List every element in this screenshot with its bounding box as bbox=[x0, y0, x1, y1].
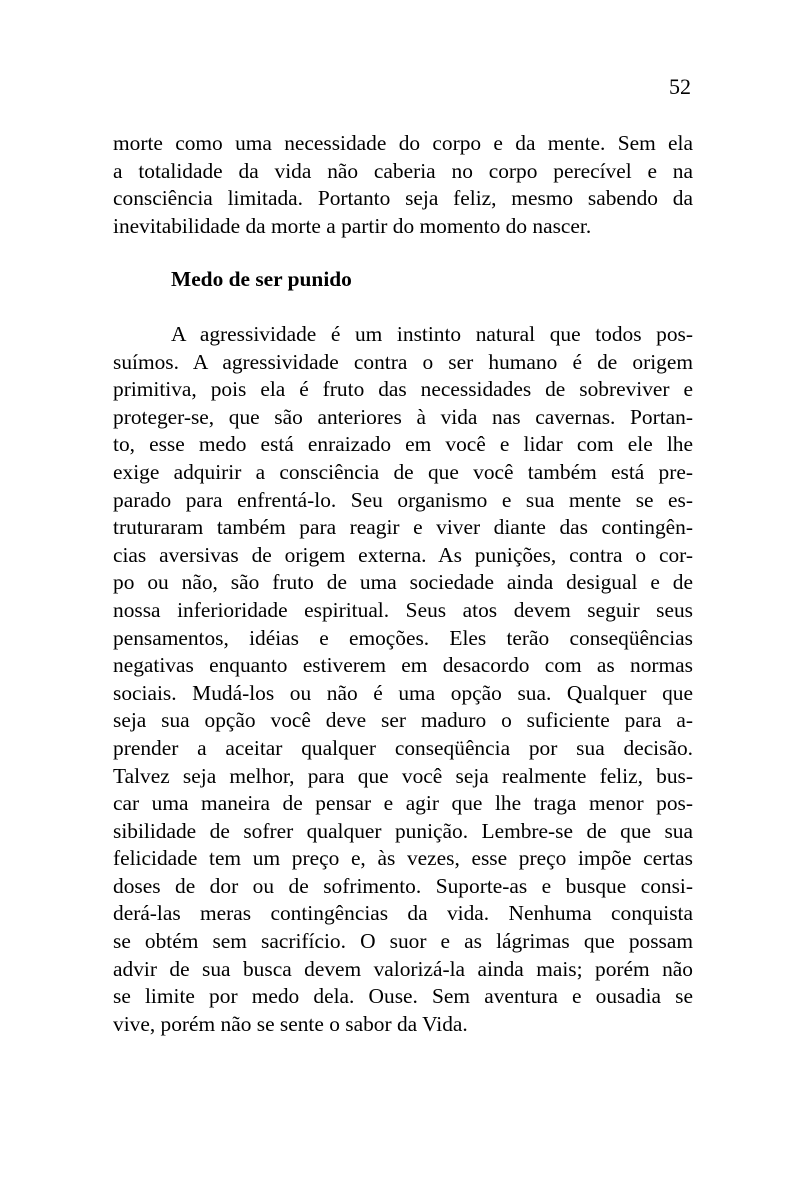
paragraph-line: felicidade tem um preço e, às vezes, esse preço impõe certas bbox=[113, 846, 693, 871]
paragraph-line: parado para enfrentá-lo. Seu organismo e sua mente se es- bbox=[113, 487, 693, 512]
paragraph-line: seja sua opção você deve ser maduro o suficiente para a- bbox=[113, 708, 693, 733]
paragraph-line: exige adquirir a consciência de que você também está pre- bbox=[113, 459, 693, 484]
section-heading: Medo de ser punido bbox=[171, 267, 352, 291]
paragraph-line: po ou não, são fruto de uma sociedade ainda desigual e de bbox=[113, 570, 693, 595]
paragraph-line: se obtém sem sacrifício. O suor e as lágrimas que possam bbox=[113, 929, 693, 954]
paragraph-line: sociais. Mudá-los ou não é uma opção sua. Qualquer que bbox=[113, 680, 693, 705]
paragraph-line: suímos. A agressividade contra o ser humano é de origem bbox=[113, 349, 693, 374]
paragraph-line: truturaram também para reagir e viver diante das contingên- bbox=[113, 515, 693, 540]
paragraph-line: primitiva, pois ela é fruto das necessidades de sobreviver e bbox=[113, 377, 693, 402]
paragraph-line: A agressividade é um instinto natural que todos pos- bbox=[171, 322, 693, 346]
paragraph-line: consciência limitada. Portanto seja feliz, mesmo sabendo da bbox=[113, 186, 693, 211]
paragraph-line: car uma maneira de pensar e agir que lhe traga menor pos- bbox=[113, 791, 693, 816]
paragraph-line: nossa inferioridade espiritual. Seus atos devem seguir seus bbox=[113, 597, 693, 622]
paragraph-line: vive, porém não se sente o sabor da Vida. bbox=[113, 1011, 468, 1036]
paragraph-line: negativas enquanto estiverem em desacordo com as normas bbox=[113, 653, 693, 678]
paragraph-line: se limite por medo dela. Ouse. Sem aventura e ousadia se bbox=[113, 984, 693, 1009]
paragraph-intro bbox=[113, 130, 693, 240]
page-number: 52 bbox=[669, 74, 691, 99]
paragraph-line: sibilidade de sofrer qualquer punição. Lembre-se de que sua bbox=[113, 818, 693, 843]
paragraph-line: advir de sua busca devem valorizá-la ainda mais; porém não bbox=[113, 956, 693, 981]
paragraph-line: proteger-se, que são anteriores à vida nas cavernas. Portan- bbox=[113, 404, 693, 429]
paragraph-line: prender a aceitar qualquer conseqüência por sua decisão. bbox=[113, 735, 693, 760]
paragraph-line: doses de dor ou de sofrimento. Suporte-as e busque consi- bbox=[113, 873, 693, 898]
paragraph-line: pensamentos, idéias e emoções. Eles terão conseqüências bbox=[113, 625, 693, 650]
paragraph-line: derá-las meras contingências da vida. Nenhuma conquista bbox=[113, 901, 693, 926]
paragraph-line: a totalidade da vida não caberia no corpo perecível e na bbox=[113, 158, 693, 183]
paragraph-body bbox=[113, 321, 693, 1038]
paragraph-line: to, esse medo está enraizado em você e lidar com ele lhe bbox=[113, 432, 693, 457]
paragraph-line: morte como uma necessidade do corpo e da mente. Sem ela bbox=[113, 131, 693, 155]
paragraph-line: inevitabilidade da morte a partir do momento do nascer. bbox=[113, 213, 592, 238]
paragraph-line: cias aversivas de origem externa. As punições, contra o cor- bbox=[113, 542, 693, 567]
paragraph-line: Talvez seja melhor, para que você seja realmente feliz, bus- bbox=[113, 763, 693, 788]
